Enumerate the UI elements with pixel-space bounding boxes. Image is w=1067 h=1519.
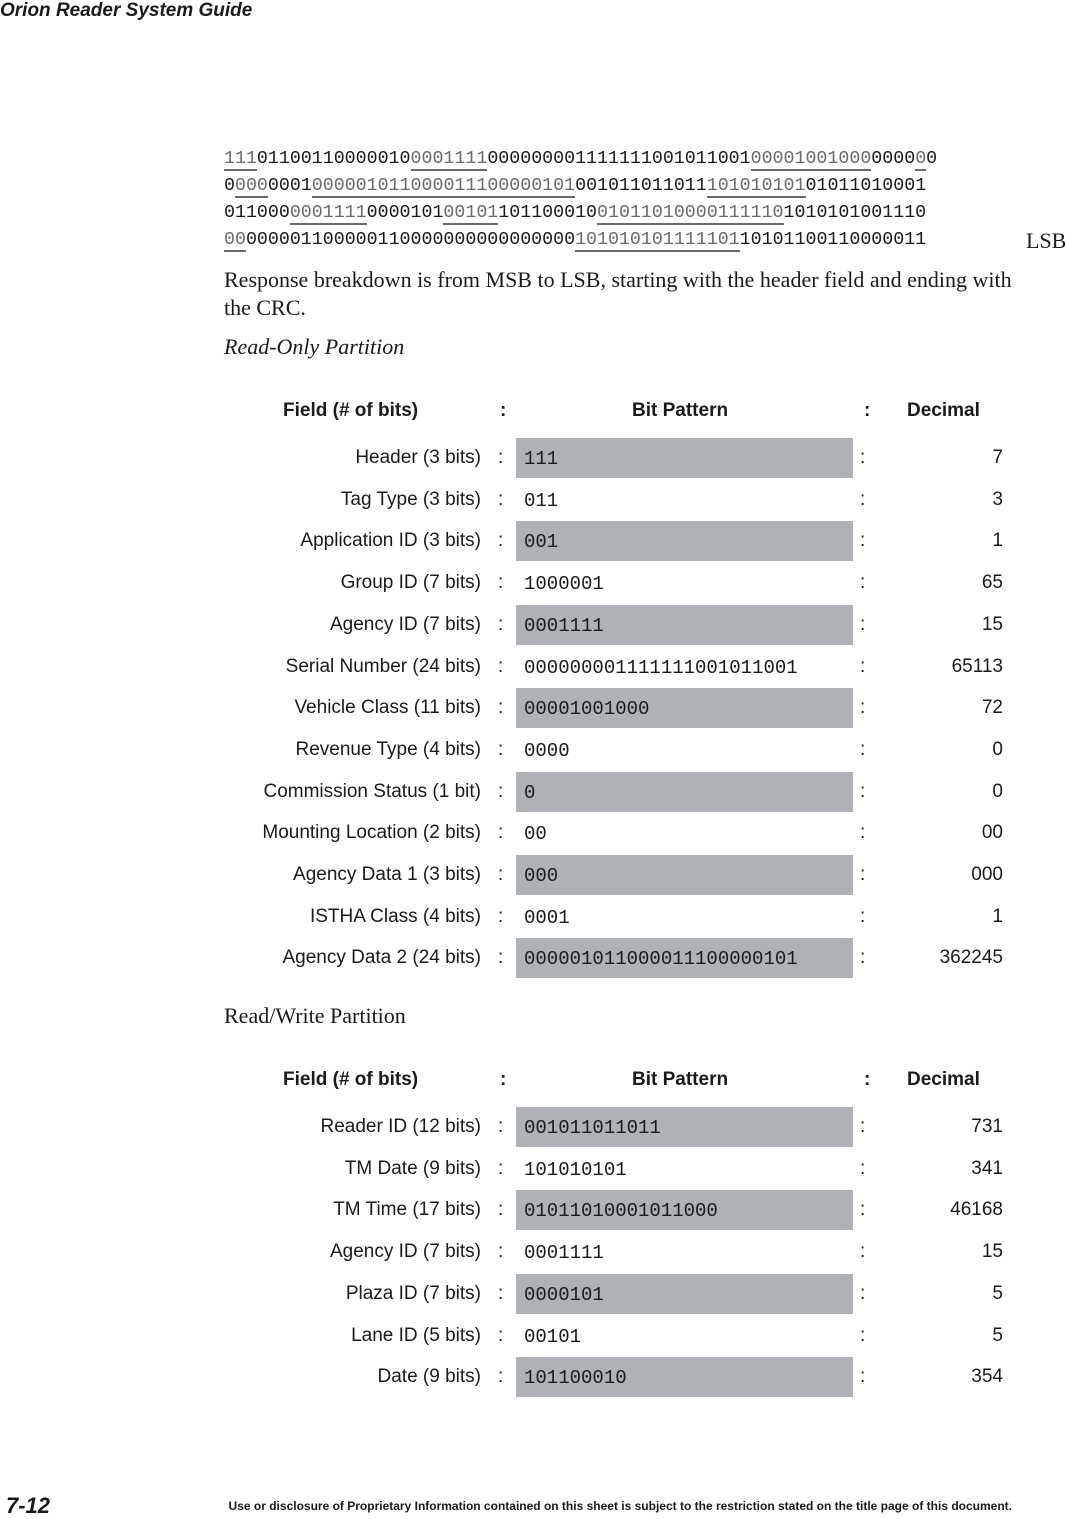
- bit-pattern: 0000: [524, 739, 570, 762]
- column-header-separator: :: [500, 1069, 507, 1090]
- bitstream-segment: 0101100110000011: [750, 230, 927, 250]
- table-row: [0, 938, 1067, 980]
- table-row: [0, 1316, 1067, 1358]
- bitstream-highlighted-segment: 000: [234, 176, 268, 196]
- column-header-field: Field (# of bits): [283, 400, 419, 421]
- decimal-value: 354: [971, 1366, 1003, 1388]
- table-row: [0, 1357, 1067, 1399]
- bit-pattern-cell: [516, 563, 853, 603]
- bit-pattern-cell: [516, 772, 853, 812]
- bit-pattern-cell: [516, 480, 853, 520]
- field-label: Mounting Location (2 bits): [262, 822, 481, 844]
- bit-pattern-cell: [516, 688, 853, 728]
- decimal-value: 1: [992, 905, 1003, 927]
- bit-pattern: 011: [524, 489, 559, 512]
- field-label: Agency Data 1 (3 bits): [293, 864, 481, 885]
- bitstream-highlighted-segment: 111: [224, 149, 257, 169]
- bitstream-highlighted-segment: 101010101: [706, 176, 806, 196]
- separator: :: [860, 822, 866, 844]
- bitstream-highlighted-segment: 0001111: [410, 149, 488, 169]
- separator: :: [498, 1282, 504, 1304]
- decimal-value: 0: [992, 780, 1003, 802]
- table-row: [0, 813, 1067, 855]
- separator: :: [498, 905, 504, 927]
- bitstream-highlighted-segment: 00: [224, 230, 246, 250]
- table-row: [0, 1190, 1067, 1232]
- table-row: [0, 1274, 1067, 1316]
- separator: :: [498, 655, 504, 677]
- separator: :: [860, 864, 866, 885]
- bitstream-segment: 000000001111111001011001: [487, 149, 751, 169]
- bit-pattern: 001011011011: [524, 1117, 661, 1139]
- bitstream-highlighted-segment: 00101: [443, 203, 499, 223]
- column-header-bit-pattern: Bit Pattern: [632, 400, 729, 421]
- bit-pattern-cell: [516, 1357, 853, 1397]
- bitstream-highlighted-segment: 00001001000: [750, 149, 872, 169]
- bitstream-line: [224, 200, 937, 227]
- bitstream-segment: 01011010001: [805, 176, 927, 196]
- bitstream-line: [224, 146, 937, 173]
- field-label: Revenue Type (4 bits): [295, 738, 481, 760]
- table-row: [0, 647, 1067, 689]
- bit-pattern: 00101: [524, 1325, 582, 1348]
- bitstream-segment: 1: [739, 230, 751, 250]
- separator: :: [498, 780, 504, 802]
- decimal-value: 46168: [950, 1199, 1003, 1221]
- table-row: [0, 1232, 1067, 1274]
- field-label: Lane ID (5 bits): [351, 1324, 481, 1346]
- bitstream-segment: 0: [926, 149, 938, 169]
- bit-pattern: 0: [524, 781, 536, 804]
- column-header-separator: :: [864, 400, 871, 421]
- decimal-value: 7: [992, 447, 1003, 468]
- bit-pattern: 000001011000011100000101: [524, 948, 798, 971]
- separator: :: [860, 530, 866, 552]
- field-label: Date (9 bits): [377, 1366, 481, 1388]
- field-label: ISTHA Class (4 bits): [309, 905, 481, 927]
- decimal-value: 000: [971, 864, 1003, 885]
- bit-pattern: 1000001: [524, 573, 604, 596]
- bit-pattern: 0000101: [524, 1283, 604, 1306]
- separator: :: [860, 447, 866, 468]
- separator: :: [498, 1199, 504, 1221]
- separator: :: [498, 1116, 504, 1137]
- bitstream-segment: 000001100000110000000000000000: [245, 230, 576, 250]
- table-row: [0, 438, 1067, 480]
- decimal-value: 65113: [951, 655, 1003, 677]
- separator: :: [860, 780, 866, 802]
- bit-pattern: 0001111: [524, 1242, 604, 1265]
- page-number: 7-12: [6, 1493, 51, 1518]
- decimal-value: 341: [971, 1157, 1003, 1179]
- field-label: Agency ID (7 bits): [330, 613, 481, 635]
- decimal-value: 15: [981, 1241, 1003, 1263]
- bit-pattern-cell: [516, 813, 853, 853]
- field-label: Agency ID (7 bits): [330, 1241, 481, 1263]
- table-row: [0, 855, 1067, 897]
- bit-pattern: 00: [524, 823, 547, 846]
- field-label: TM Time (17 bits): [333, 1199, 481, 1221]
- table-row: [0, 730, 1067, 772]
- decimal-value: 00: [981, 822, 1003, 844]
- bitstream-line: [224, 173, 937, 200]
- separator: :: [860, 1282, 866, 1304]
- field-label: Group ID (7 bits): [340, 572, 481, 594]
- response-bitstream: [224, 146, 937, 254]
- separator: :: [498, 572, 504, 594]
- separator: :: [860, 1116, 866, 1137]
- bit-pattern-cell: [516, 855, 853, 895]
- separator: :: [860, 655, 866, 677]
- bitstream-segment: 0: [224, 176, 235, 196]
- proprietary-notice: Use or disclosure of Proprietary Information contained on this sheet is subject to the restriction stated on the title page of this document.: [228, 1499, 1012, 1513]
- bit-pattern: 101100010: [524, 1367, 627, 1390]
- separator: :: [860, 1366, 866, 1388]
- bit-pattern: 001: [524, 531, 559, 554]
- table-row: [0, 521, 1067, 563]
- separator: :: [498, 1366, 504, 1388]
- separator: :: [860, 1241, 866, 1263]
- field-label: Application ID (3 bits): [300, 530, 481, 552]
- separator: :: [498, 1241, 504, 1263]
- intro-paragraph: Response breakdown is from MSB to LSB, starting with the header field and ending with the CRC.: [224, 267, 1012, 320]
- bit-pattern-cell: [516, 1232, 853, 1272]
- column-header-separator: :: [864, 1069, 871, 1090]
- table-row: [0, 897, 1067, 939]
- lsb-label: LSB: [1026, 228, 1067, 253]
- field-label: Vehicle Class (11 bits): [294, 697, 481, 719]
- bit-pattern-cell: [516, 1190, 853, 1230]
- bitstream-segment: 0000101: [366, 203, 444, 223]
- table-row: [0, 563, 1067, 605]
- bit-pattern-cell: [516, 938, 853, 978]
- table-row: [0, 480, 1067, 522]
- table-row: [0, 772, 1067, 814]
- bit-pattern-cell: [516, 438, 853, 478]
- bit-pattern: 000000001111111001011001: [524, 656, 798, 679]
- bit-pattern-cell: [516, 647, 853, 687]
- separator: :: [498, 613, 504, 635]
- separator: :: [860, 1157, 866, 1179]
- column-header-decimal: Decimal: [907, 1069, 980, 1090]
- separator: :: [860, 572, 866, 594]
- bitstream-segment: 01100110000010: [256, 149, 411, 169]
- section-title-read-write: Read/Write Partition: [224, 1003, 406, 1028]
- separator: :: [498, 447, 504, 468]
- decimal-value: 362245: [939, 947, 1003, 969]
- bitstream-highlighted-segment: 0001111: [289, 203, 367, 223]
- decimal-value: 0: [992, 738, 1003, 760]
- separator: :: [498, 864, 504, 885]
- bit-pattern-cell: [516, 730, 853, 770]
- bitstream-segment: 011000: [224, 203, 290, 223]
- field-label: Tag Type (3 bits): [340, 488, 481, 510]
- field-label: Header (3 bits): [355, 447, 481, 468]
- bit-pattern-cell: [516, 897, 853, 937]
- separator: :: [498, 697, 504, 719]
- separator: :: [860, 947, 866, 969]
- decimal-value: 15: [981, 613, 1003, 635]
- field-label: TM Date (9 bits): [344, 1157, 481, 1179]
- bit-pattern-cell: [516, 605, 853, 645]
- table-row: [0, 1107, 1067, 1149]
- bitstream-segment: 001011011011: [575, 176, 707, 196]
- separator: :: [498, 488, 504, 510]
- bit-pattern: 000: [524, 865, 559, 887]
- decimal-value: 731: [971, 1116, 1003, 1137]
- field-label: Reader ID (12 bits): [320, 1116, 481, 1137]
- separator: :: [860, 738, 866, 760]
- bit-pattern-cell: [516, 1274, 853, 1314]
- separator: :: [498, 1324, 504, 1346]
- decimal-value: 65: [981, 572, 1003, 594]
- bit-pattern-cell: [516, 521, 853, 561]
- separator: :: [498, 738, 504, 760]
- bitstream-highlighted-segment: 01011010000111110: [597, 203, 784, 223]
- separator: :: [498, 947, 504, 969]
- field-label: Plaza ID (7 bits): [345, 1282, 481, 1304]
- bit-pattern: 0001: [524, 906, 570, 929]
- running-header: Orion Reader System Guide: [0, 0, 253, 21]
- bit-pattern: 00001001000: [524, 698, 650, 721]
- bitstream-segment: 0000: [871, 149, 916, 169]
- decimal-value: 1: [992, 530, 1003, 552]
- bit-pattern: 01011010001011000: [524, 1200, 718, 1223]
- table-row: [0, 605, 1067, 647]
- separator: :: [860, 905, 866, 927]
- bit-pattern-cell: [516, 1149, 853, 1189]
- field-label: Commission Status (1 bit): [263, 780, 481, 802]
- separator: :: [860, 697, 866, 719]
- decimal-value: 72: [981, 697, 1003, 719]
- bitstream-highlighted-segment: 000001011000011100000101: [311, 176, 576, 196]
- bit-pattern-cell: [516, 1316, 853, 1356]
- section-title-read-only: Read-Only Partition: [224, 334, 405, 359]
- column-header-separator: :: [500, 400, 507, 421]
- field-label: Agency Data 2 (24 bits): [282, 947, 481, 969]
- table-row: [0, 1149, 1067, 1191]
- separator: :: [498, 530, 504, 552]
- bit-pattern: 101010101: [524, 1158, 627, 1181]
- decimal-value: 5: [992, 1324, 1003, 1346]
- column-header-decimal: Decimal: [907, 400, 980, 421]
- bitstream-highlighted-segment: 101010101111101: [575, 230, 740, 250]
- separator: :: [860, 488, 866, 510]
- bit-pattern: 0001111: [524, 614, 604, 637]
- bit-pattern: 111: [524, 448, 559, 470]
- bitstream-segment: 101100010: [498, 203, 598, 223]
- decimal-value: 3: [992, 488, 1003, 510]
- bitstream-segment: 1010101001110: [783, 203, 927, 223]
- field-label: Serial Number (24 bits): [285, 655, 481, 677]
- bitstream-line: [224, 227, 937, 254]
- column-header-field: Field (# of bits): [283, 1069, 419, 1090]
- separator: :: [860, 1199, 866, 1221]
- separator: :: [498, 1157, 504, 1179]
- bit-pattern-cell: [516, 1107, 853, 1147]
- column-header-bit-pattern: Bit Pattern: [632, 1069, 729, 1090]
- decimal-value: 5: [992, 1282, 1003, 1304]
- table-row: [0, 688, 1067, 730]
- separator: :: [498, 822, 504, 844]
- separator: :: [860, 1324, 866, 1346]
- bitstream-highlighted-segment: 0: [915, 149, 927, 169]
- bitstream-segment: 0001: [267, 176, 312, 196]
- separator: :: [860, 613, 866, 635]
